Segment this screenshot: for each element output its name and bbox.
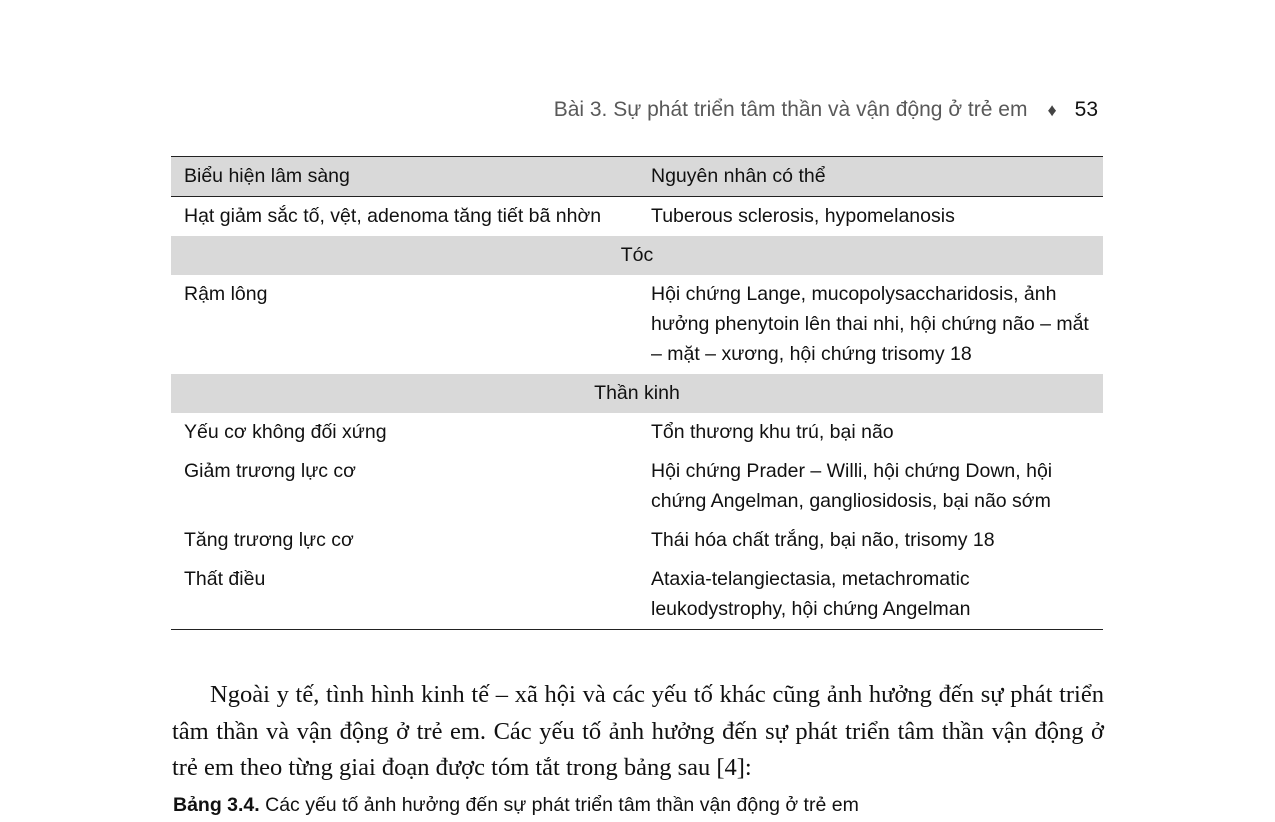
caption-label: Bảng 3.4. <box>173 794 260 816</box>
body-paragraph: Ngoài y tế, tình hình kinh tế – xã hội và các yếu tố khác cũng ảnh hưởng đến sự phát triển tâm thần và vận động ở trẻ em. Các yếu tố ảnh hưởng đến sự phát triển tâm thần vận động ở trẻ em theo từng giai đoạn được tóm tắt trong bảng sau [4]: <box>172 681 1104 781</box>
column-header-possible-causes: Nguyên nhân có thể <box>651 165 826 187</box>
running-header <box>554 98 1098 122</box>
caption-text: Các yếu tố ảnh hưởng đến sự phát triển tâm thần vận động ở trẻ em <box>259 794 859 816</box>
clinical-sign-cell: Rậm lông <box>184 283 268 305</box>
clinical-sign-cell: Yếu cơ không đối xứng <box>184 421 387 443</box>
clinical-sign-cell: Tăng trương lực cơ <box>184 529 354 551</box>
table-row <box>171 452 1103 521</box>
section-label: Tóc <box>171 236 1103 275</box>
section-label: Thần kinh <box>171 374 1103 413</box>
possible-cause-cell: Tổn thương khu trú, bại não <box>651 421 894 443</box>
clinical-sign-cell: Hạt giảm sắc tố, vệt, adenoma tăng tiết bã nhờn <box>184 205 602 227</box>
possible-cause-cell: Thái hóa chất trắng, bại não, trisomy 18 <box>651 529 995 551</box>
clinical-sign-cell: Giảm trương lực cơ <box>184 460 356 482</box>
table-row <box>171 560 1103 630</box>
clinical-signs-table <box>171 156 1103 630</box>
table-caption <box>173 794 859 817</box>
section-row-hair <box>171 236 1103 275</box>
possible-cause-cell: Tuberous sclerosis, hypomelanosis <box>651 205 955 227</box>
diamond-separator-icon: ♦ <box>1047 99 1057 120</box>
section-row-neurology <box>171 374 1103 413</box>
column-header-clinical-signs: Biểu hiện lâm sàng <box>184 165 350 187</box>
table-header-row <box>171 157 1103 197</box>
table-row <box>171 275 1103 374</box>
clinical-sign-cell: Thất điều <box>184 568 266 590</box>
possible-cause-cell: Hội chứng Prader – Willi, hội chứng Down, hội chứng Angelman, gangliosidosis, bại não sớm <box>651 460 1053 512</box>
table-row <box>171 197 1103 237</box>
table-row <box>171 413 1103 452</box>
page-number: 53 <box>1074 98 1098 121</box>
possible-cause-cell: Ataxia-telangiectasia, metachromatic leukodystrophy, hội chứng Angelman <box>651 568 971 620</box>
chapter-title: Bài 3. Sự phát triển tâm thần và vận động ở trẻ em <box>553 98 1028 121</box>
table-row <box>171 521 1103 560</box>
possible-cause-cell: Hội chứng Lange, mucopolysaccharidosis, ảnh hưởng phenytoin lên thai nhi, hội chứng não – mắt – mặt – xương, hội chứng trisomy 18 <box>651 283 1089 365</box>
